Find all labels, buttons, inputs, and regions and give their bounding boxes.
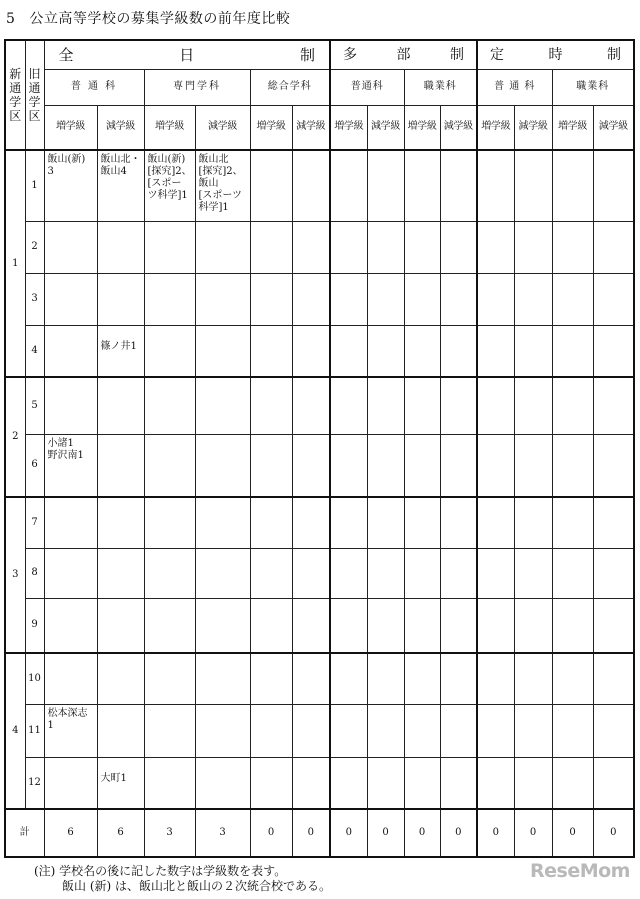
data-cell	[440, 377, 477, 434]
data-cell	[367, 273, 404, 325]
data-cell	[593, 548, 634, 598]
total-value: 0	[514, 809, 552, 857]
decrease-header: 減学級	[367, 105, 404, 150]
data-cell	[514, 598, 552, 653]
data-cell	[144, 757, 195, 809]
data-cell	[330, 653, 367, 704]
decrease-header: 減学級	[195, 105, 250, 150]
data-cell	[367, 377, 404, 434]
data-cell	[250, 704, 292, 757]
total-value: 0	[593, 809, 634, 857]
data-cell	[440, 548, 477, 598]
data-cell	[552, 221, 593, 273]
data-cell	[593, 221, 634, 273]
teiji-header	[477, 40, 634, 69]
data-cell	[97, 704, 144, 757]
teiji-shokugyo-header: 職業科	[552, 69, 634, 105]
data-cell	[330, 150, 367, 221]
data-cell	[514, 150, 552, 221]
footnote-line-1: (注) 学校名の後に記した数字は学級数を表す。	[34, 864, 287, 878]
data-cell	[552, 653, 593, 704]
data-cell	[367, 325, 404, 377]
total-value: 6	[44, 809, 97, 857]
data-cell	[552, 548, 593, 598]
data-cell	[292, 150, 330, 221]
data-cell	[44, 273, 97, 325]
tabu-shokugyo-header: 職業科	[404, 69, 477, 105]
tabu-header	[330, 40, 477, 69]
data-cell	[477, 653, 514, 704]
header-row-2	[5, 69, 634, 105]
data-cell	[330, 273, 367, 325]
data-cell	[292, 325, 330, 377]
data-cell	[44, 221, 97, 273]
data-cell	[250, 757, 292, 809]
old-district-cell: 4	[25, 325, 44, 377]
data-cell	[593, 497, 634, 548]
data-cell	[195, 598, 250, 653]
table-row	[5, 325, 634, 377]
table-row	[5, 548, 634, 598]
data-cell	[477, 598, 514, 653]
comparison-table	[4, 39, 635, 858]
decrease-header: 減学級	[514, 105, 552, 150]
data-cell	[195, 221, 250, 273]
data-cell	[330, 598, 367, 653]
header-row-3	[5, 105, 634, 150]
decrease-header: 減学級	[440, 105, 477, 150]
data-cell	[330, 325, 367, 377]
data-cell	[514, 704, 552, 757]
old-district-cell: 7	[25, 497, 44, 548]
footnote	[34, 864, 331, 894]
data-cell	[250, 548, 292, 598]
total-value: 0	[250, 809, 292, 857]
data-cell	[477, 548, 514, 598]
data-cell	[593, 377, 634, 434]
data-cell	[292, 273, 330, 325]
data-cell	[144, 434, 195, 497]
data-cell	[404, 221, 440, 273]
data-cell: 篠ノ井1	[97, 325, 144, 377]
data-cell	[552, 598, 593, 653]
data-cell	[195, 434, 250, 497]
data-cell	[477, 273, 514, 325]
data-cell	[44, 377, 97, 434]
data-cell	[477, 497, 514, 548]
total-value: 0	[440, 809, 477, 857]
old-district-cell: 11	[25, 704, 44, 757]
data-cell	[514, 548, 552, 598]
total-value: 6	[97, 809, 144, 857]
tabu-label: 多 部 制	[343, 46, 465, 63]
tabu-futsu-header: 普通科	[330, 69, 404, 105]
data-cell	[97, 598, 144, 653]
table-row	[5, 704, 634, 757]
new-district-header	[5, 40, 25, 150]
data-cell	[44, 548, 97, 598]
data-cell	[144, 273, 195, 325]
new-district-cell: 4	[5, 653, 25, 809]
data-cell	[97, 497, 144, 548]
data-cell	[97, 434, 144, 497]
increase-header: 増学級	[250, 105, 292, 150]
data-cell	[440, 325, 477, 377]
table-row	[5, 757, 634, 809]
data-cell	[404, 434, 440, 497]
data-cell	[404, 273, 440, 325]
data-cell	[552, 273, 593, 325]
zennichi-header	[44, 40, 330, 69]
page-title	[6, 8, 290, 28]
data-cell	[552, 497, 593, 548]
total-value: 0	[552, 809, 593, 857]
total-value: 0	[404, 809, 440, 857]
data-cell	[477, 377, 514, 434]
old-district-cell: 12	[25, 757, 44, 809]
data-cell	[593, 325, 634, 377]
old-district-cell: 5	[25, 377, 44, 434]
data-cell	[367, 757, 404, 809]
data-cell	[97, 653, 144, 704]
data-cell	[593, 150, 634, 221]
data-cell	[292, 497, 330, 548]
data-cell	[514, 377, 552, 434]
data-cell	[44, 598, 97, 653]
data-cell: 大町1	[97, 757, 144, 809]
data-cell	[195, 377, 250, 434]
data-cell	[292, 377, 330, 434]
data-cell	[552, 377, 593, 434]
data-cell	[195, 273, 250, 325]
old-district-cell: 8	[25, 548, 44, 598]
data-cell	[593, 653, 634, 704]
data-cell	[144, 653, 195, 704]
total-value: 3	[195, 809, 250, 857]
data-cell	[404, 704, 440, 757]
data-cell	[440, 273, 477, 325]
data-cell	[292, 221, 330, 273]
zen-senmon-header: 専門学科	[144, 69, 250, 105]
data-cell	[514, 653, 552, 704]
data-cell	[593, 704, 634, 757]
data-cell	[97, 273, 144, 325]
data-cell: 飯山(新) [探究]2、 [スポー ツ科学]1	[144, 150, 195, 221]
data-cell	[144, 377, 195, 434]
data-cell	[367, 497, 404, 548]
data-cell	[593, 598, 634, 653]
data-cell	[367, 598, 404, 653]
increase-header: 増学級	[44, 105, 97, 150]
increase-header: 増学級	[144, 105, 195, 150]
data-cell	[593, 757, 634, 809]
data-cell	[477, 325, 514, 377]
data-cell	[440, 150, 477, 221]
old-district-cell: 6	[25, 434, 44, 497]
data-cell	[477, 221, 514, 273]
total-value: 0	[367, 809, 404, 857]
footnote-line-2: 飯山 (新) は、飯山北と飯山の２次統合校である。	[62, 879, 331, 893]
data-cell	[477, 704, 514, 757]
data-cell	[367, 434, 404, 497]
total-value: 3	[144, 809, 195, 857]
data-cell	[250, 377, 292, 434]
data-cell	[292, 434, 330, 497]
data-cell	[144, 548, 195, 598]
header-row-1	[5, 40, 634, 69]
data-cell	[514, 434, 552, 497]
resemom-logo: ReseMom	[530, 860, 630, 882]
data-cell	[195, 653, 250, 704]
totals-row	[5, 809, 634, 857]
data-cell	[330, 434, 367, 497]
data-cell	[250, 325, 292, 377]
title-number: 5	[6, 11, 16, 27]
increase-header: 増学級	[552, 105, 593, 150]
data-cell	[195, 757, 250, 809]
old-district-header	[25, 40, 44, 150]
data-cell	[440, 704, 477, 757]
data-cell	[330, 497, 367, 548]
data-cell	[44, 653, 97, 704]
data-cell	[330, 221, 367, 273]
increase-header: 増学級	[330, 105, 367, 150]
old-district-cell: 9	[25, 598, 44, 653]
data-cell: 松本深志 1	[44, 704, 97, 757]
data-cell	[477, 434, 514, 497]
data-cell	[250, 221, 292, 273]
data-cell	[292, 757, 330, 809]
data-cell	[593, 434, 634, 497]
data-cell	[250, 273, 292, 325]
totals-label: 計	[5, 809, 44, 857]
data-cell	[195, 325, 250, 377]
table-row	[5, 377, 634, 434]
data-cell	[440, 653, 477, 704]
data-cell	[514, 497, 552, 548]
data-cell	[440, 598, 477, 653]
data-cell	[367, 150, 404, 221]
data-cell	[477, 757, 514, 809]
increase-header: 増学級	[477, 105, 514, 150]
old-district-cell: 2	[25, 221, 44, 273]
data-cell	[440, 757, 477, 809]
data-cell: 飯山北 [探究]2、 飯山 [スポーツ 科学]1	[195, 150, 250, 221]
data-cell: 飯山北・ 飯山4	[97, 150, 144, 221]
data-cell	[144, 704, 195, 757]
data-cell	[514, 273, 552, 325]
data-cell	[440, 221, 477, 273]
data-cell	[552, 757, 593, 809]
data-cell	[404, 653, 440, 704]
table-row	[5, 273, 634, 325]
data-cell	[477, 150, 514, 221]
data-cell	[144, 325, 195, 377]
data-cell	[552, 150, 593, 221]
data-cell	[330, 704, 367, 757]
new-district-cell: 2	[5, 377, 25, 497]
data-cell	[330, 757, 367, 809]
data-cell	[552, 325, 593, 377]
decrease-header: 減学級	[97, 105, 144, 150]
data-cell	[97, 221, 144, 273]
data-cell	[144, 221, 195, 273]
data-cell	[97, 548, 144, 598]
data-cell	[292, 653, 330, 704]
data-cell	[404, 377, 440, 434]
data-cell	[330, 377, 367, 434]
data-cell	[440, 434, 477, 497]
data-cell	[367, 548, 404, 598]
data-cell	[514, 325, 552, 377]
data-cell	[514, 221, 552, 273]
data-cell	[292, 598, 330, 653]
data-cell	[552, 434, 593, 497]
data-cell	[250, 150, 292, 221]
data-cell	[292, 548, 330, 598]
table-row	[5, 497, 634, 548]
data-cell	[250, 653, 292, 704]
data-cell	[404, 548, 440, 598]
data-cell	[250, 497, 292, 548]
data-cell	[44, 757, 97, 809]
data-cell	[330, 548, 367, 598]
increase-header: 増学級	[404, 105, 440, 150]
data-cell	[367, 653, 404, 704]
total-value: 0	[477, 809, 514, 857]
old-district-cell: 1	[25, 150, 44, 221]
table-row	[5, 598, 634, 653]
table-row	[5, 653, 634, 704]
data-cell	[404, 757, 440, 809]
data-cell	[44, 497, 97, 548]
data-cell	[404, 325, 440, 377]
data-cell	[404, 150, 440, 221]
table-row	[5, 150, 634, 221]
new-district-label: 新 通 学 区	[9, 67, 22, 123]
decrease-header: 減学級	[593, 105, 634, 150]
data-cell: 飯山(新) 3	[44, 150, 97, 221]
data-cell: 小諸1 野沢南1	[44, 434, 97, 497]
teiji-futsu-header: 普 通 科	[477, 69, 552, 105]
new-district-cell: 1	[5, 150, 25, 377]
teiji-label: 定 時 制	[490, 46, 622, 63]
total-value: 0	[292, 809, 330, 857]
data-cell	[514, 757, 552, 809]
data-cell	[195, 497, 250, 548]
data-cell	[195, 704, 250, 757]
title-text: 公立高等学校の募集学級数の前年度比較	[29, 11, 291, 27]
data-cell	[44, 325, 97, 377]
old-district-cell: 10	[25, 653, 44, 704]
data-cell	[195, 548, 250, 598]
data-cell	[144, 598, 195, 653]
data-cell	[292, 704, 330, 757]
data-cell	[367, 704, 404, 757]
total-value: 0	[330, 809, 367, 857]
data-cell	[593, 273, 634, 325]
data-cell	[440, 497, 477, 548]
zen-futsu-header: 普 通 科	[44, 69, 144, 105]
table-row	[5, 221, 634, 273]
zennichi-label: 全 日 制	[58, 45, 316, 64]
old-district-label: 旧 通 学 区	[28, 67, 41, 123]
data-cell	[404, 497, 440, 548]
data-cell	[552, 704, 593, 757]
data-cell	[404, 598, 440, 653]
old-district-cell: 3	[25, 273, 44, 325]
data-cell	[250, 598, 292, 653]
decrease-header: 減学級	[292, 105, 330, 150]
data-cell	[144, 497, 195, 548]
table-row	[5, 434, 634, 497]
data-cell	[250, 434, 292, 497]
zen-sogo-header: 総合学科	[250, 69, 330, 105]
data-cell	[367, 221, 404, 273]
new-district-cell: 3	[5, 497, 25, 653]
data-cell	[97, 377, 144, 434]
